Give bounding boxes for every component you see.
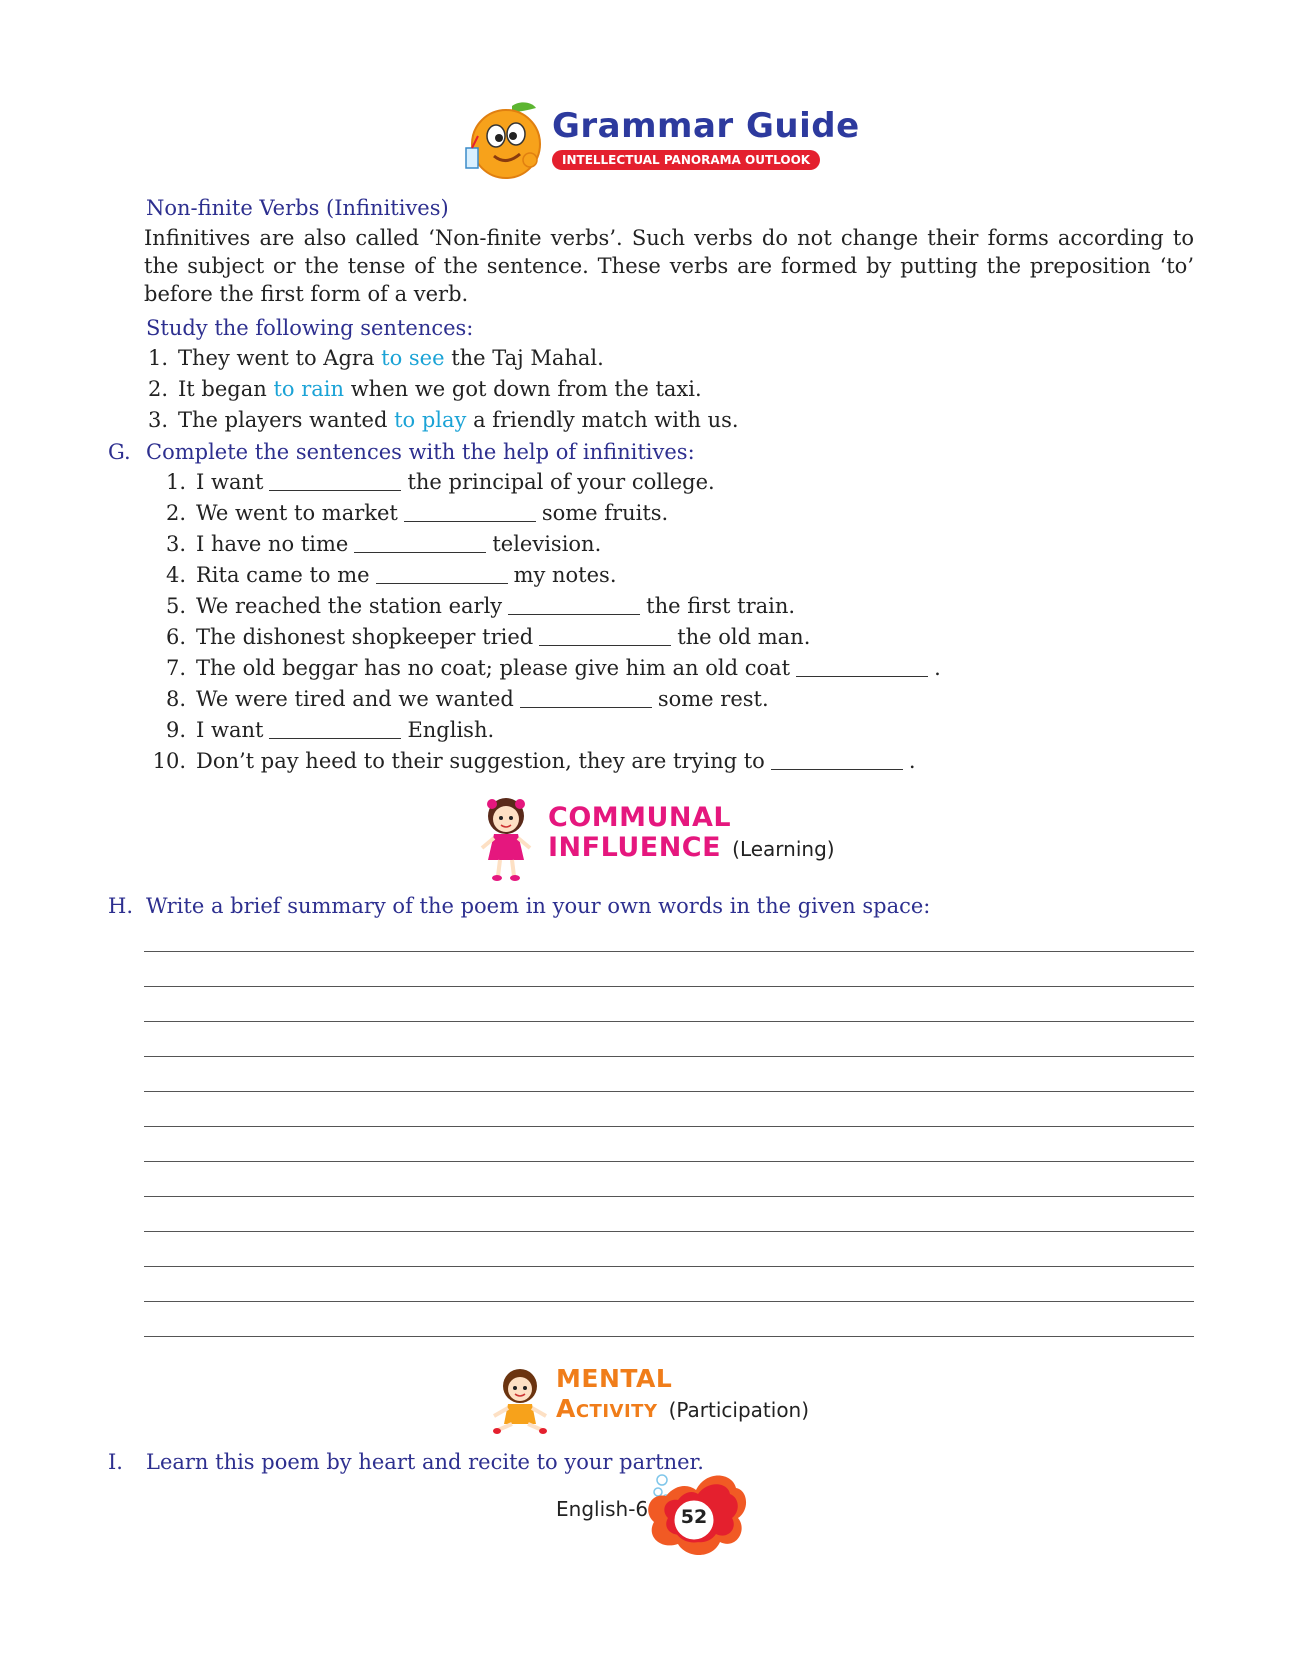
exercise-text: some fruits. [541,501,669,525]
infinitives-paragraph [144,224,1194,308]
child-mascot-icon [490,1366,550,1436]
writing-line[interactable] [144,1161,1194,1162]
paragraph-line: before the first form of a verb. [144,282,469,306]
exercise-row [152,470,715,494]
exercise-row [152,501,668,525]
exercise-text: Don’t pay heed to their suggestion, they are trying to [196,749,765,773]
writing-line[interactable] [144,1231,1194,1232]
list-item [148,406,739,437]
fill-blank[interactable] [404,501,536,522]
list-item [148,375,739,406]
section-h-heading [108,892,930,920]
exercise-text: We reached the station early [196,594,503,618]
writing-line[interactable] [144,951,1194,952]
example-number: 2. [148,377,169,401]
example-text: It began [178,377,274,401]
infinitive-highlight: to play [394,408,467,432]
example-text: the Taj Mahal. [444,346,604,370]
exercise-number: 5. [165,594,186,618]
exercise-number: 7. [165,656,186,680]
exercise-number: 8. [165,687,186,711]
section-letter: H. [108,894,133,918]
fill-blank[interactable] [269,718,401,739]
fill-blank[interactable] [520,687,652,708]
exercise-row [152,625,810,649]
writing-line[interactable] [144,1056,1194,1057]
exercise-text: the first train. [646,594,796,618]
writing-line[interactable] [144,986,1194,987]
section-letter: I. [108,1450,123,1474]
example-list [148,344,739,437]
orange-mascot-icon [460,100,550,182]
exercise-text: We were tired and we wanted [196,687,514,711]
section-instruction: Write a brief summary of the poem in your own words in the given space: [146,894,931,918]
exercise-text: television. [492,532,602,556]
mental-activity-banner [490,1362,850,1442]
infinitive-highlight: to see [381,346,445,370]
communal-title-line2-row [548,832,835,863]
fill-blank[interactable] [771,749,903,770]
example-number: 1. [148,346,169,370]
page-number: 52 [680,1506,708,1528]
writing-line[interactable] [144,1266,1194,1267]
exercise-row [152,563,617,587]
fill-blank[interactable] [269,470,401,491]
section-instruction: Complete the sentences with the help of infinitives: [146,440,695,464]
communal-subtitle: (Learning) [732,837,835,861]
paragraph-line: the subject or the tense of the sentence. These verbs are formed by putting the preposition ‘to’ [144,254,1194,278]
exercise-text: . [908,749,916,773]
exercise-number: 9. [165,718,186,742]
exercise-text: English. [407,718,495,742]
example-text: The players wanted [178,408,395,432]
writing-line[interactable] [144,1021,1194,1022]
example-number: 3. [148,408,169,432]
infinitive-highlight: to rain [273,377,345,401]
girl-mascot-icon [478,794,534,882]
study-label: Study the following sentences: [146,316,474,340]
example-text: when we got down from the taxi. [344,377,702,401]
exercise-number: 3. [165,532,186,556]
exercise-text: The old beggar has no coat; please give him an old coat [196,656,791,680]
exercise-text: We went to market [196,501,398,525]
writing-line[interactable] [144,1196,1194,1197]
writing-line[interactable] [144,1126,1194,1127]
list-item [148,344,739,375]
brand-title: Grammar Guide [552,106,860,146]
brand-logo [460,100,860,180]
fill-blank[interactable] [376,563,508,584]
exercise-text: my notes. [513,563,617,587]
mental-subtitle: (Participation) [668,1398,810,1422]
brand-subtitle-banner: INTELLECTUAL PANORAMA OUTLOOK [552,150,820,170]
exercise-text: I want [196,470,264,494]
exercise-row [152,718,494,742]
exercise-text: The dishonest shopkeeper tried [196,625,534,649]
page-number-badge [636,1470,756,1560]
mental-title-line2: Activity [556,1394,658,1423]
exercise-row [152,532,601,556]
exercise-row [152,687,769,711]
exercise-row [152,594,795,618]
exercise-number: 4. [165,563,186,587]
fill-blank[interactable] [508,594,640,615]
exercise-number: 10. [152,749,186,773]
communal-title-line1: COMMUNAL [548,802,732,833]
section-instruction: Learn this poem by heart and recite to your partner. [146,1450,704,1474]
mental-title-line2-row [556,1394,809,1423]
writing-line[interactable] [144,1091,1194,1092]
communal-influence-banner [478,794,858,884]
exercise-number: 2. [165,501,186,525]
exercise-text: Rita came to me [196,563,370,587]
writing-line[interactable] [144,1336,1194,1337]
exercise-number: 6. [165,625,186,649]
section-letter: G. [108,440,131,464]
exercise-row [152,749,916,773]
exercise-row [152,656,941,680]
exercise-text: the principal of your college. [407,470,715,494]
exercise-text: the old man. [677,625,811,649]
exercise-text: . [934,656,941,680]
footer-book-label: English-6 [556,1497,649,1521]
example-text: They went to Agra [178,346,382,370]
fill-blank[interactable] [796,656,928,677]
section-g-heading [108,438,695,466]
exercise-text: I want [196,718,264,742]
section-heading-infinitives: Non-finite Verbs (Infinitives) [146,196,449,220]
fill-blank[interactable] [354,532,486,553]
communal-title-line2: INFLUENCE [548,832,722,863]
exercise-text: some rest. [657,687,769,711]
fill-blank[interactable] [539,625,671,646]
paragraph-line: Infinitives are also called ‘Non-finite verbs’. Such verbs do not change their forms according to [144,226,1194,250]
section-i-heading [108,1448,704,1476]
exercise-text: I have no time [196,532,349,556]
writing-line[interactable] [144,1301,1194,1302]
exercise-number: 1. [165,470,186,494]
mental-title-line1: MENTAL [556,1364,673,1393]
example-text: a friendly match with us. [466,408,739,432]
